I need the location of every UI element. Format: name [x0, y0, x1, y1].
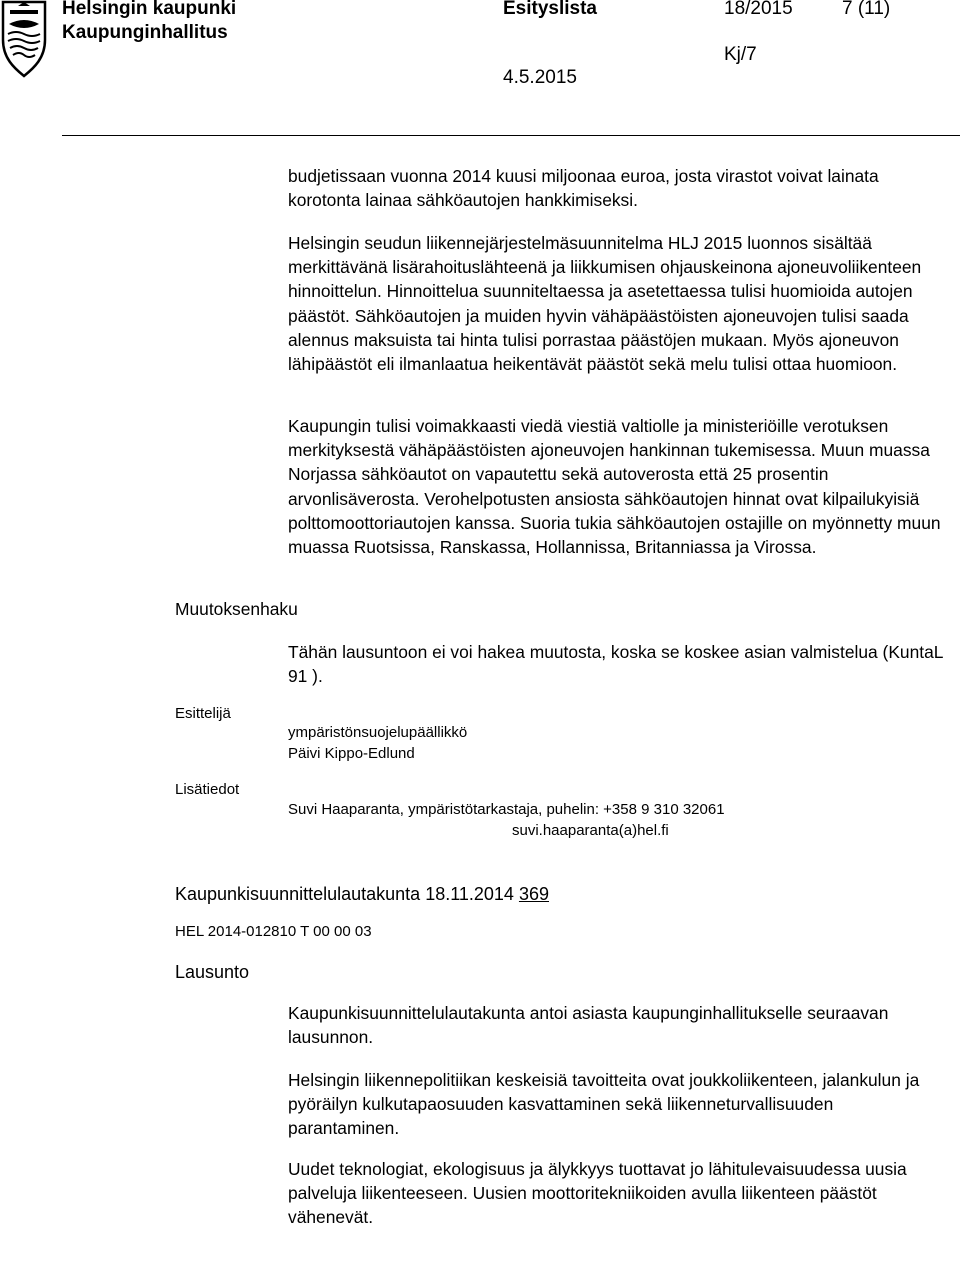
statement-label: Lausunto	[175, 962, 250, 982]
presenter-name: Päivi Kippo-Edlund	[288, 745, 415, 762]
body-paragraph-2: Helsingin seudun liikennejärjestelmäsuunnitelma HLJ 2015 luonnos sisältää merkittävänä lisärahoituslähteenä ja liikkumisen ohjauskeinona ajoneuvoliikenteen hinnoittelun. Hinnoittelua suunniteltaessa ja asetettaessa tulisi huomioida autojen päästöt. Sähköautojen ja muiden hyvin vähäpäästöisten ajoneuvojen tulisi saada alennus maksuista tai hinta tulisi porrastaa päästöjen mukaan. Myös ajoneuvon lähipäästöt eli ilmanlaatua heikentävät päästöt sekä melu tulisi ottaa huomioon.	[288, 233, 922, 375]
org-name: Helsingin kaupunki	[62, 0, 237, 19]
presenter-label: Esittelijä	[175, 705, 231, 722]
committee-paragraph-2: Helsingin liikennepolitiikan keskeisiä tavoitteita ovat joukkoliikenteen, jalankulun ja pyöräilyn kulkutapaosuuden kasvattaminen sekä liikenneturvallisuuden parantaminen.	[288, 1070, 920, 1139]
helsinki-crest-icon	[0, 0, 48, 78]
committee-heading	[175, 883, 549, 905]
committee-heading-number: 369	[518, 884, 549, 904]
info-label: Lisätiedot	[175, 781, 240, 798]
reference-number: HEL 2014-012810 T 00 00 03	[175, 923, 372, 940]
committee-paragraph-3: Uudet teknologiat, ekologisuus ja älykkyys tuottavat jo lähitulevaisuudessa uusia palveluja liikenteeseen. Uusien moottoritekniikoiden avulla liikenteen päästöt vähenevät.	[288, 1159, 907, 1228]
doc-type: Esityslista	[503, 0, 597, 19]
doc-number: 18/2015	[724, 0, 793, 19]
committee-paragraph-1: Kaupunkisuunnittelulautakunta antoi asiasta kaupunginhallitukselle seuraavan lausunnon.	[288, 1003, 889, 1048]
body-paragraph-3: Kaupungin tulisi voimakkaasti viedä viestiä valtiolle ja ministeriöille verotuksen merkityksestä vähäpäästöisten ajoneuvojen hankinnan tukemisessa. Muun muassa Norjassa sähköautot on vapautettu sekä autoverosta että 25 prosentin arvonlisäverosta. Verohelpotusten ansiosta sähköautojen hinnat ovat kilpailukyisiä polttomoottoriautojen kanssa. Suoria tukia sähköautojen ostajille on myönnetty muun muassa Ruotsissa, Ranskassa, Hollannissa, Britanniassa ja Virossa.	[288, 416, 941, 558]
appeal-label: Muutoksenhaku	[175, 599, 298, 619]
info-contact: Suvi Haaparanta, ympäristötarkastaja, puhelin: +358 9 310 32061	[288, 801, 725, 818]
committee-heading-text: Kaupunkisuunnittelulautakunta 18.11.2014	[175, 884, 519, 904]
presenter-title: ympäristönsuojelupäällikkö	[288, 724, 468, 741]
meeting-date: 4.5.2015	[503, 67, 577, 88]
body-paragraph-1: budjetissaan vuonna 2014 kuusi miljoonaa euroa, josta virastot voivat lainata korotonta lainaa sähköautojen hankkimiseksi.	[288, 166, 879, 211]
section-number: Kj/7	[724, 44, 757, 65]
appeal-text: Tähän lausuntoon ei voi hakea muutosta, koska se koskee asian valmistelua (KuntaL 91 ).	[288, 642, 943, 687]
body-name: Kaupunginhallitus	[62, 22, 228, 43]
page-number: 7 (11)	[842, 0, 891, 19]
info-email: suvi.haaparanta(a)hel.fi	[512, 822, 669, 839]
header-divider	[62, 135, 960, 136]
